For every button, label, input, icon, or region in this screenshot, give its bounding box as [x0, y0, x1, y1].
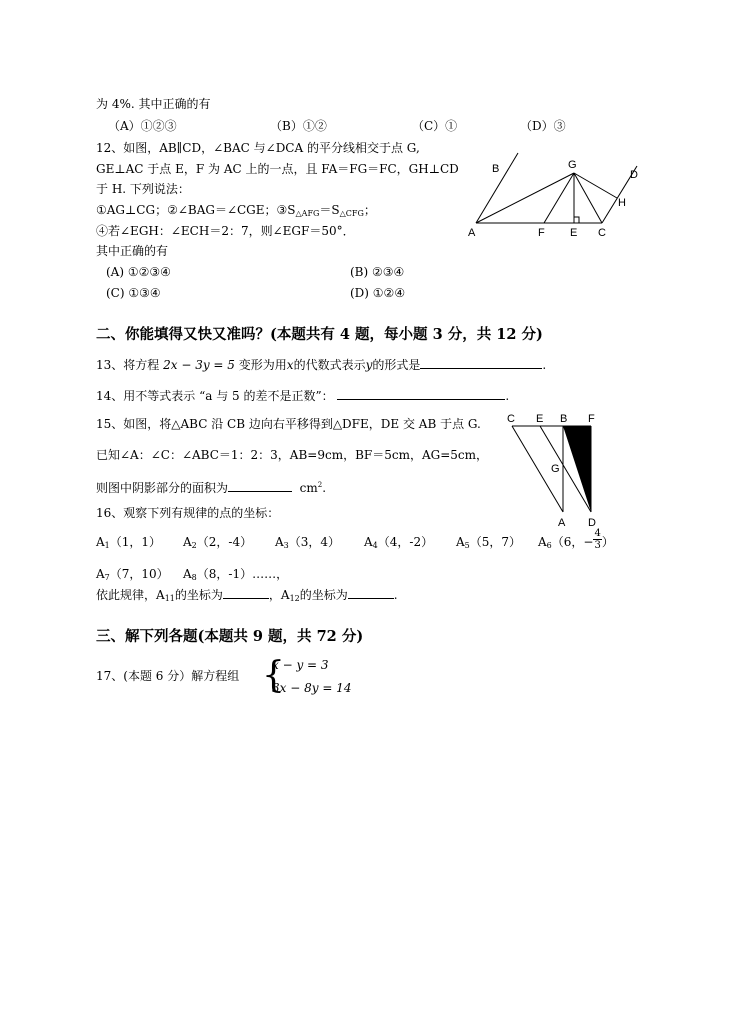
q12-option-a: (A) ①②③④ [106, 265, 171, 279]
q12-option-b: (B) ②③④ [350, 265, 405, 279]
label-a: A [558, 517, 566, 529]
q11-tail: 为 4%. 其中正确的有 [96, 97, 211, 111]
label-c: C [507, 413, 515, 425]
q15-line2: 已知∠A：∠C：∠ABC＝1：2：3，AB=9cm，BF＝5cm，AG=5cm， [96, 448, 488, 462]
q12-line4: ①AG⊥CG；②∠BAG＝∠CGE；$③S_{\triangle AFG}=S_{\triangle CFG}$； [96, 203, 376, 218]
q16-point-a1: $A_1(1$，1） [96, 535, 162, 550]
q16-rule: 依此规律，$A_{11}$的坐标为 ，$A_{12}$的坐标为 . [96, 588, 398, 603]
label-d: D [588, 517, 596, 529]
q12-line6: 其中正确的有 [96, 244, 169, 258]
q16-point-a4: $A_4(4$，-2） [364, 535, 434, 550]
shaded-region [563, 426, 591, 512]
q16-a12-blank[interactable] [348, 587, 394, 599]
right-angle-e [574, 217, 579, 223]
q14-line: 14、用不等式表示 “a 与 5 的差不是正数”： . [96, 389, 510, 403]
label-e: E [570, 227, 578, 239]
label-g: G [551, 463, 560, 475]
q17-eq2: 3x − 8y = 14 [272, 681, 352, 695]
q17-eq1: x − y = 3 [272, 658, 329, 672]
q16-point-a8: $A_8(8$，-1）……， [183, 567, 289, 582]
q13-answer-blank[interactable] [420, 357, 542, 369]
q17-prefix: 17、(本题 6 分）解方程组 [96, 669, 240, 683]
label-h: H [618, 197, 626, 209]
label-f: F [588, 413, 595, 425]
label-b: B [492, 163, 500, 175]
q14-answer-blank[interactable] [337, 388, 505, 400]
q13-line: 13、将方程 2x − 3y = 5 变形为用x的代数式表示y的形式是 . [96, 358, 547, 372]
q12-line5: ④若∠EGH：∠ECH＝2：7，则∠EGF＝50°． [96, 224, 355, 238]
label-g: G [568, 159, 577, 171]
line-gc [574, 173, 602, 223]
q16-point-a3: $A_3(3$，4） [275, 535, 341, 550]
q16-a11-blank[interactable] [223, 587, 269, 599]
q15-answer-blank[interactable] [228, 480, 292, 492]
q17-system-brace: { [262, 655, 285, 696]
label-c: C [598, 227, 606, 239]
q12-option-d: (D) ①②④ [350, 286, 406, 300]
q16-point-a2: $A_2(2$，-4） [183, 535, 253, 550]
q16-intro: 16、观察下列有规律的点的坐标： [96, 506, 280, 520]
q16-point-a6: $A_6(6$，− $\frac{4}{3}$ ） [538, 528, 614, 551]
q16-point-a7: $A_7(7$，10） [96, 567, 169, 582]
section3-title: 三、解下列各题(本题共 9 题，共 72 分) [96, 628, 364, 645]
q11-option-c: （C）① [412, 119, 458, 133]
q12-option-c: (C) ①③④ [106, 286, 161, 300]
q15-line3: 则图中阴影部分的面积为 $cm^2$. [96, 481, 327, 495]
q11-option-a: （A）①②③ [108, 119, 177, 133]
q15-figure [500, 410, 615, 532]
q11-option-d: （D）③ [520, 119, 566, 133]
q12-line2: GE⊥AC 于点 E，F 为 AC 上的一点，且 FA＝FG＝FC，GH⊥CD [96, 162, 459, 176]
label-b: B [560, 413, 568, 425]
label-f: F [538, 227, 545, 239]
label-a: A [468, 227, 476, 239]
q16-point-a5: $A_5(5$，7） [456, 535, 522, 550]
label-e: E [536, 413, 544, 425]
q11-option-b: （B）①② [270, 119, 327, 133]
q12-line3: 于 H. 下列说法： [96, 182, 190, 196]
label-d: D [630, 169, 638, 181]
q12-figure [462, 148, 647, 243]
q12-line1: 12、如图，AB∥CD，∠BAC 与∠DCA 的平分线相交于点 G, [96, 141, 420, 155]
q15-line1: 15、如图，将△ABC 沿 CB 边向右平移得到△DFE，DE 交 AB 于点 G. [96, 417, 481, 431]
section2-title: 二、你能填得又快又准吗？(本题共有 4 题，每小题 3 分，共 12 分) [96, 326, 543, 343]
